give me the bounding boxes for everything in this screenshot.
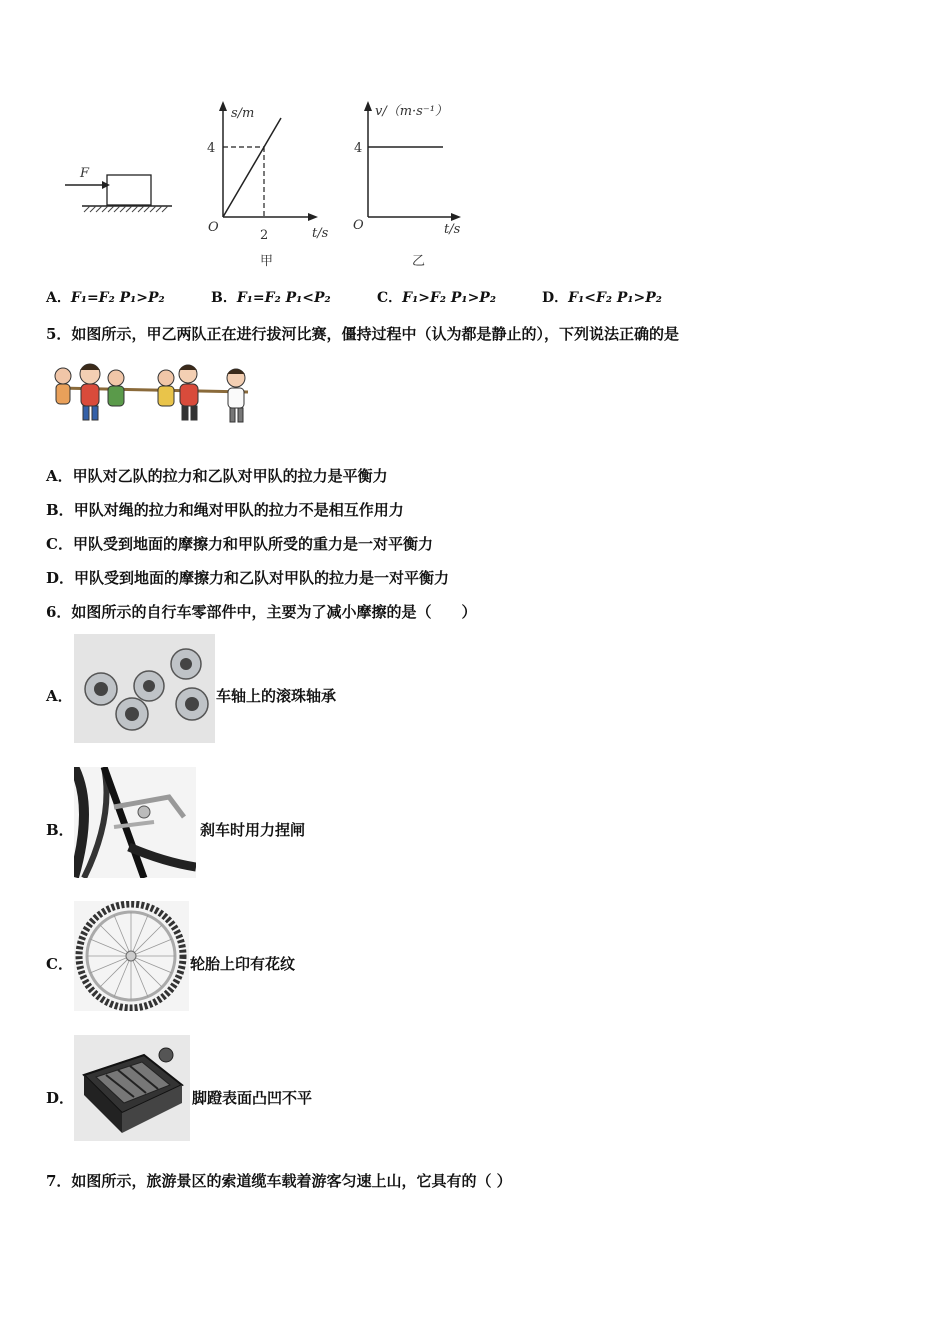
q4-figures — [50, 95, 530, 275]
q5-option-d[interactable]: D．甲队受到地面的摩擦力和乙队对甲队的拉力是一对平衡力 — [46, 569, 450, 587]
jia-y-axis-label: s/m — [231, 106, 255, 121]
bicycle-pedal-image — [74, 1035, 190, 1141]
force-label: F — [80, 166, 90, 181]
q6-option-a-text: 车轴上的滚珠轴承 — [216, 687, 337, 705]
q6-option-a-letter[interactable]: A． — [46, 687, 73, 705]
q5-option-c[interactable]: C．甲队受到地面的摩擦力和甲队所受的重力是一对平衡力 — [46, 535, 433, 553]
jia-x-axis-label: t/s — [312, 226, 329, 241]
block-force-diagram — [65, 166, 172, 212]
q4-option-a[interactable]: A．F₁=F₂ P₁>P₂ — [46, 290, 165, 306]
q4-option-d[interactable]: D．F₁<F₂ P₁>P₂ — [542, 290, 662, 306]
q4-option-b[interactable]: B．F₁=F₂ P₁<P₂ — [211, 290, 331, 306]
q6-option-d-text: 脚蹬表面凸凹不平 — [192, 1089, 313, 1107]
yi-caption: 乙 — [412, 254, 426, 269]
team-jia-figures — [55, 364, 124, 420]
yi-x-axis-label: t/s — [444, 222, 461, 237]
q6-stem: 6．如图所示的自行车零部件中，主要为了减小摩擦的是（ ） — [46, 603, 477, 621]
yi-origin: O — [353, 218, 364, 233]
graph-yi — [353, 101, 461, 269]
yi-y-tick: 4 — [354, 141, 363, 156]
q7-stem: 7．如图所示，旅游景区的索道缆车载着游客匀速上山，它具有的（ ） — [46, 1172, 512, 1190]
team-yi-figures — [158, 365, 245, 422]
bicycle-tire-image — [74, 901, 189, 1011]
ball-bearing-image — [74, 634, 215, 743]
jia-caption: 甲 — [260, 254, 274, 269]
q4-option-c[interactable]: C．F₁>F₂ P₁>P₂ — [377, 290, 496, 306]
q6-option-d-letter[interactable]: D． — [46, 1089, 75, 1107]
tug-of-war-illustration — [48, 358, 256, 428]
q6-option-b-text: 刹车时用力捏闸 — [200, 821, 306, 839]
s-t-data-line — [223, 118, 281, 217]
jia-y-tick: 4 — [207, 141, 216, 156]
graph-jia — [207, 101, 329, 269]
q5-stem: 5．如图所示，甲乙两队正在进行拔河比赛，僵持过程中（认为都是静止的），下列说法正确的是 — [46, 325, 679, 343]
jia-x-tick: 2 — [260, 228, 269, 243]
q5-option-a[interactable]: A．甲队对乙队的拉力和乙队对甲队的拉力是平衡力 — [46, 467, 388, 485]
yi-y-axis-label: v/（m·s⁻¹） — [375, 104, 448, 119]
q6-option-c-text: 轮胎上印有花纹 — [190, 955, 296, 973]
jia-origin: O — [208, 220, 219, 235]
q5-option-b[interactable]: B．甲队对绳的拉力和绳对甲队的拉力不是相互作用力 — [46, 501, 404, 519]
bicycle-brake-image — [74, 767, 196, 878]
q6-option-b-letter[interactable]: B． — [46, 821, 74, 839]
q4-options — [46, 287, 746, 307]
q6-option-c-letter[interactable]: C． — [46, 955, 73, 973]
